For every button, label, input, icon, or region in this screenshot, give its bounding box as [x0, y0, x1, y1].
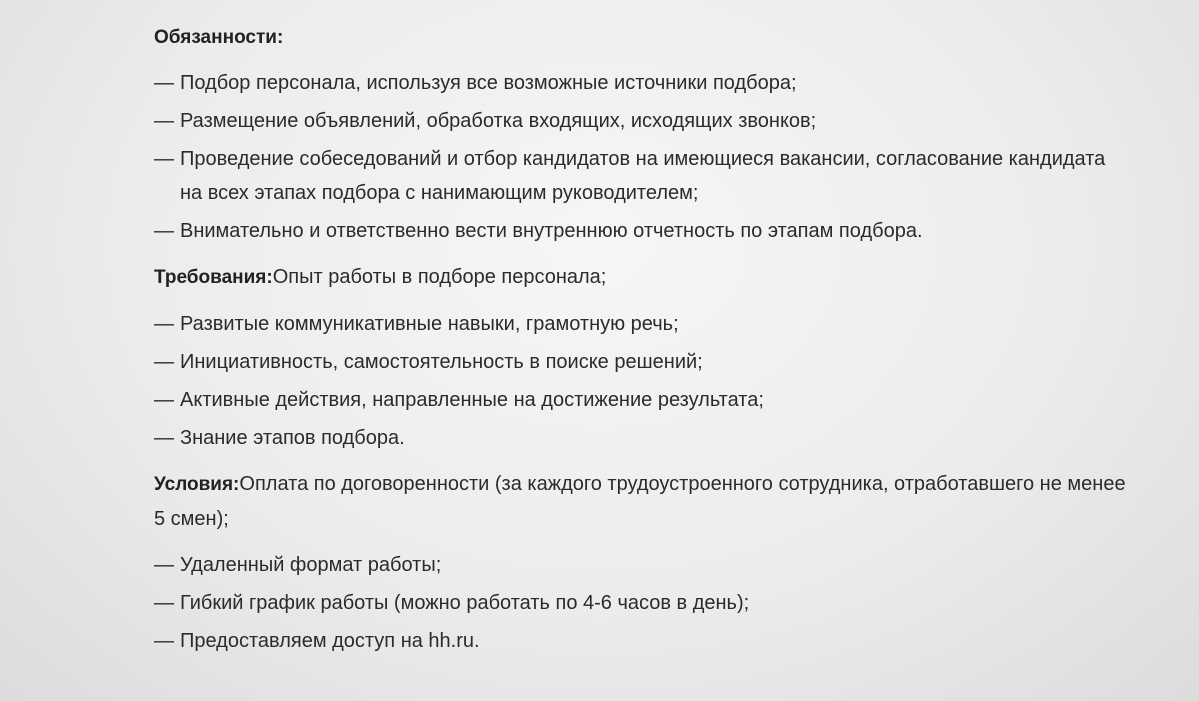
dash-marker: —: [154, 351, 174, 373]
dash-marker: —: [154, 313, 174, 335]
dash-marker: —: [154, 72, 174, 94]
duties-heading: Обязанности:: [154, 27, 284, 48]
dash-marker: —: [154, 148, 174, 170]
duty-text: Внимательно и ответственно вести внутреннюю отчетность по этапам подбора.: [180, 220, 923, 242]
list-item: [154, 66, 1154, 100]
list-item: [154, 548, 1154, 582]
dash-marker: —: [154, 389, 174, 411]
condition-text: Гибкий график работы (можно работать по 4-6 часов в день);: [180, 592, 750, 614]
list-item: [154, 214, 1154, 248]
list-item: [154, 345, 1154, 379]
conditions-first-line: Оплата по договоренности (за каждого трудоустроенного сотрудника, отработавшего не менее 5 смен);: [154, 473, 1126, 530]
duty-text: Размещение объявлений, обработка входящих, исходящих звонков;: [180, 110, 817, 132]
list-item: [154, 624, 1154, 658]
dash-marker: —: [154, 220, 174, 242]
condition-text: Предоставляем доступ на hh.ru.: [180, 630, 480, 652]
list-item: [154, 421, 1154, 455]
job-description: [154, 22, 1154, 662]
requirement-text: Развитые коммуникативные навыки, грамотную речь;: [180, 313, 679, 335]
conditions-line: [154, 467, 1129, 536]
duties-list: [154, 66, 1154, 248]
requirements-list: [154, 307, 1154, 455]
requirement-text: Знание этапов подбора.: [180, 427, 405, 449]
list-item: [154, 307, 1154, 341]
list-item: [154, 142, 1110, 210]
list-item: [154, 383, 1154, 417]
conditions-list: [154, 548, 1154, 658]
list-item: [154, 104, 1154, 138]
dash-marker: —: [154, 554, 174, 576]
dash-marker: —: [154, 592, 174, 614]
requirements-line: [154, 260, 1154, 295]
list-item: [154, 586, 1154, 620]
dash-marker: —: [154, 630, 174, 652]
requirement-text: Активные действия, направленные на достижение результата;: [180, 389, 764, 411]
conditions-heading: Условия:: [154, 474, 240, 495]
duty-text: Проведение собеседований и отбор кандидатов на имеющиеся вакансии, согласование кандидата на всех этапах подбора с нанимающим руководителем;: [180, 148, 1106, 204]
requirements-heading: Требования:: [154, 267, 273, 288]
requirement-text: Инициативность, самостоятельность в поиске решений;: [180, 351, 703, 373]
dash-marker: —: [154, 427, 174, 449]
duty-text: Подбор персонала, используя все возможные источники подбора;: [180, 72, 797, 94]
requirements-first-line: Опыт работы в подборе персонала;: [272, 266, 607, 288]
condition-text: Удаленный формат работы;: [180, 554, 442, 576]
dash-marker: —: [154, 110, 174, 132]
